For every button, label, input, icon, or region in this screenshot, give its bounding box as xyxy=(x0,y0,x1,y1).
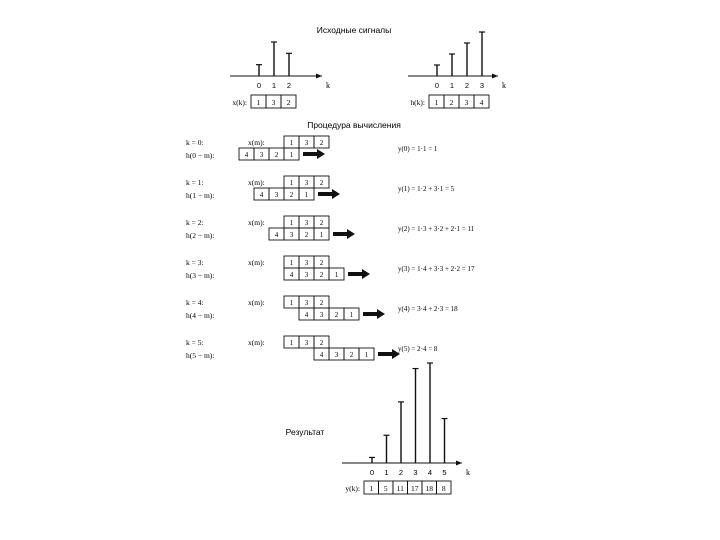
step-formula: y(2) = 1·3 + 3·2 + 2·1 = 11 xyxy=(398,225,475,233)
step-k-label: k = 0: xyxy=(186,138,204,147)
step-formula: y(0) = 1·1 = 1 xyxy=(398,145,438,153)
axis-arrow-icon xyxy=(456,461,462,466)
x-cell-value: 1 xyxy=(289,299,294,307)
table-cell-value: 3 xyxy=(464,98,469,107)
table-cell-value: 2 xyxy=(286,98,291,107)
table-cell-value: 1 xyxy=(256,98,261,107)
stem-plot-x xyxy=(230,42,330,90)
arrow-right-icon xyxy=(333,229,355,239)
step-k-label: k = 5: xyxy=(186,338,204,347)
title-result: Результат xyxy=(285,427,325,437)
h-cell-value: 3 xyxy=(259,151,264,159)
step-k-label: k = 2: xyxy=(186,218,204,227)
x-cell-value: 3 xyxy=(304,179,309,187)
x-cell-value: 2 xyxy=(319,259,324,267)
h-cell-value: 2 xyxy=(289,191,294,199)
tick-label: 1 xyxy=(271,81,277,90)
h-cell-value: 3 xyxy=(304,271,309,279)
step-k-label: k = 1: xyxy=(186,178,204,187)
x-cell-value: 1 xyxy=(289,179,294,187)
x-cell-value: 1 xyxy=(289,219,294,227)
axis-arrow-icon xyxy=(492,74,498,79)
table-label: h(k): xyxy=(410,98,425,107)
table-cell-value: 11 xyxy=(396,484,404,493)
table-cell-value: 3 xyxy=(271,98,276,107)
procedure-step xyxy=(186,216,475,240)
step-formula: y(1) = 1·2 + 3·1 = 5 xyxy=(398,185,455,193)
tick-label: 1 xyxy=(384,468,389,477)
step-h-label: h(4 − m): xyxy=(186,311,215,320)
h-cell-value: 4 xyxy=(259,191,264,199)
tick-label: 2 xyxy=(286,81,292,90)
step-h-label: h(1 − m): xyxy=(186,191,215,200)
table-cell-value: 4 xyxy=(479,98,484,107)
x-cell-value: 3 xyxy=(304,259,309,267)
table-cell-value: 1 xyxy=(369,484,374,493)
table-cell-value: 2 xyxy=(449,98,454,107)
step-formula: y(5) = 2·4 = 8 xyxy=(398,345,438,353)
procedure-step xyxy=(186,256,475,280)
h-cell-value: 2 xyxy=(304,231,309,239)
step-k-label: k = 4: xyxy=(186,298,204,307)
table-cell-value: 18 xyxy=(425,484,433,493)
tick-label: 1 xyxy=(449,81,455,90)
tick-label: 5 xyxy=(442,468,447,477)
x-cell-value: 1 xyxy=(289,259,294,267)
h-cell-value: 1 xyxy=(364,351,369,359)
h-cell-value: 4 xyxy=(289,271,294,279)
arrow-right-icon xyxy=(348,269,370,279)
tick-label: 2 xyxy=(464,81,470,90)
x-cell-value: 3 xyxy=(304,219,309,227)
arrow-right-icon xyxy=(363,309,385,319)
h-cell-value: 1 xyxy=(334,271,339,279)
axis-label: k xyxy=(326,81,330,90)
procedure-step xyxy=(186,296,458,320)
h-cell-value: 4 xyxy=(319,351,324,359)
h-cell-value: 2 xyxy=(334,311,339,319)
value-table-y xyxy=(345,481,451,494)
x-cell-value: 3 xyxy=(304,339,309,347)
tick-label: 4 xyxy=(427,468,433,477)
axis-label: k xyxy=(502,81,506,90)
value-table-h xyxy=(410,95,489,108)
tick-label: 0 xyxy=(369,468,375,477)
tick-label: 3 xyxy=(413,468,418,477)
axis-label: k xyxy=(466,468,470,477)
h-cell-value: 1 xyxy=(289,151,294,159)
h-cell-value: 4 xyxy=(304,311,309,319)
h-cell-value: 2 xyxy=(319,271,324,279)
x-cell-value: 2 xyxy=(319,299,324,307)
h-cell-value: 4 xyxy=(274,231,279,239)
table-label: x(k): xyxy=(232,98,247,107)
value-table-x xyxy=(232,95,296,108)
step-x-label: x(m): xyxy=(248,258,265,267)
procedure-step xyxy=(186,136,438,160)
tick-label: 2 xyxy=(398,468,404,477)
arrow-right-icon xyxy=(378,349,400,359)
x-cell-value: 1 xyxy=(289,339,294,347)
h-cell-value: 4 xyxy=(244,151,249,159)
procedure-steps xyxy=(186,136,475,360)
h-cell-value: 1 xyxy=(349,311,354,319)
h-cell-value: 2 xyxy=(349,351,354,359)
x-cell-value: 2 xyxy=(319,339,324,347)
step-h-label: h(3 − m): xyxy=(186,271,215,280)
tick-label: 0 xyxy=(256,81,262,90)
h-cell-value: 1 xyxy=(319,231,324,239)
h-cell-value: 3 xyxy=(289,231,294,239)
title-procedure: Процедура вычисления xyxy=(307,120,401,130)
h-cell-value: 1 xyxy=(304,191,309,199)
table-cell-value: 17 xyxy=(411,484,419,493)
tick-label: 0 xyxy=(434,81,440,90)
step-h-label: h(5 − m): xyxy=(186,351,215,360)
step-k-label: k = 3: xyxy=(186,258,204,267)
x-cell-value: 3 xyxy=(304,139,309,147)
x-cell-value: 1 xyxy=(289,139,294,147)
step-x-label: x(m): xyxy=(248,338,265,347)
step-x-label: x(m): xyxy=(248,178,265,187)
table-cell-value: 1 xyxy=(434,98,439,107)
arrow-right-icon xyxy=(318,189,340,199)
axis-arrow-icon xyxy=(316,74,322,79)
step-formula: y(4) = 3·4 + 2·3 = 18 xyxy=(398,305,458,313)
tick-label: 3 xyxy=(479,81,485,90)
step-h-label: h(2 − m): xyxy=(186,231,215,240)
table-cell-value: 8 xyxy=(441,484,446,493)
stem-plot-h xyxy=(408,32,506,90)
x-cell-value: 3 xyxy=(304,299,309,307)
step-x-label: x(m): xyxy=(248,298,265,307)
procedure-step xyxy=(186,176,455,200)
h-cell-value: 3 xyxy=(274,191,279,199)
table-cell-value: 5 xyxy=(383,484,388,493)
table-label: y(k): xyxy=(345,484,360,493)
stem-plot-y xyxy=(342,363,470,477)
step-formula: y(3) = 1·4 + 3·3 + 2·2 = 17 xyxy=(398,265,475,273)
procedure-step xyxy=(186,336,438,360)
h-cell-value: 2 xyxy=(274,151,279,159)
step-x-label: x(m): xyxy=(248,218,265,227)
x-cell-value: 2 xyxy=(319,219,324,227)
step-x-label: x(m): xyxy=(248,138,265,147)
h-cell-value: 3 xyxy=(319,311,324,319)
x-cell-value: 2 xyxy=(319,139,324,147)
title-source-signals: Исходные сигналы xyxy=(316,25,392,35)
x-cell-value: 2 xyxy=(319,179,324,187)
h-cell-value: 3 xyxy=(334,351,339,359)
arrow-right-icon xyxy=(303,149,325,159)
step-h-label: h(0 − m): xyxy=(186,151,215,160)
